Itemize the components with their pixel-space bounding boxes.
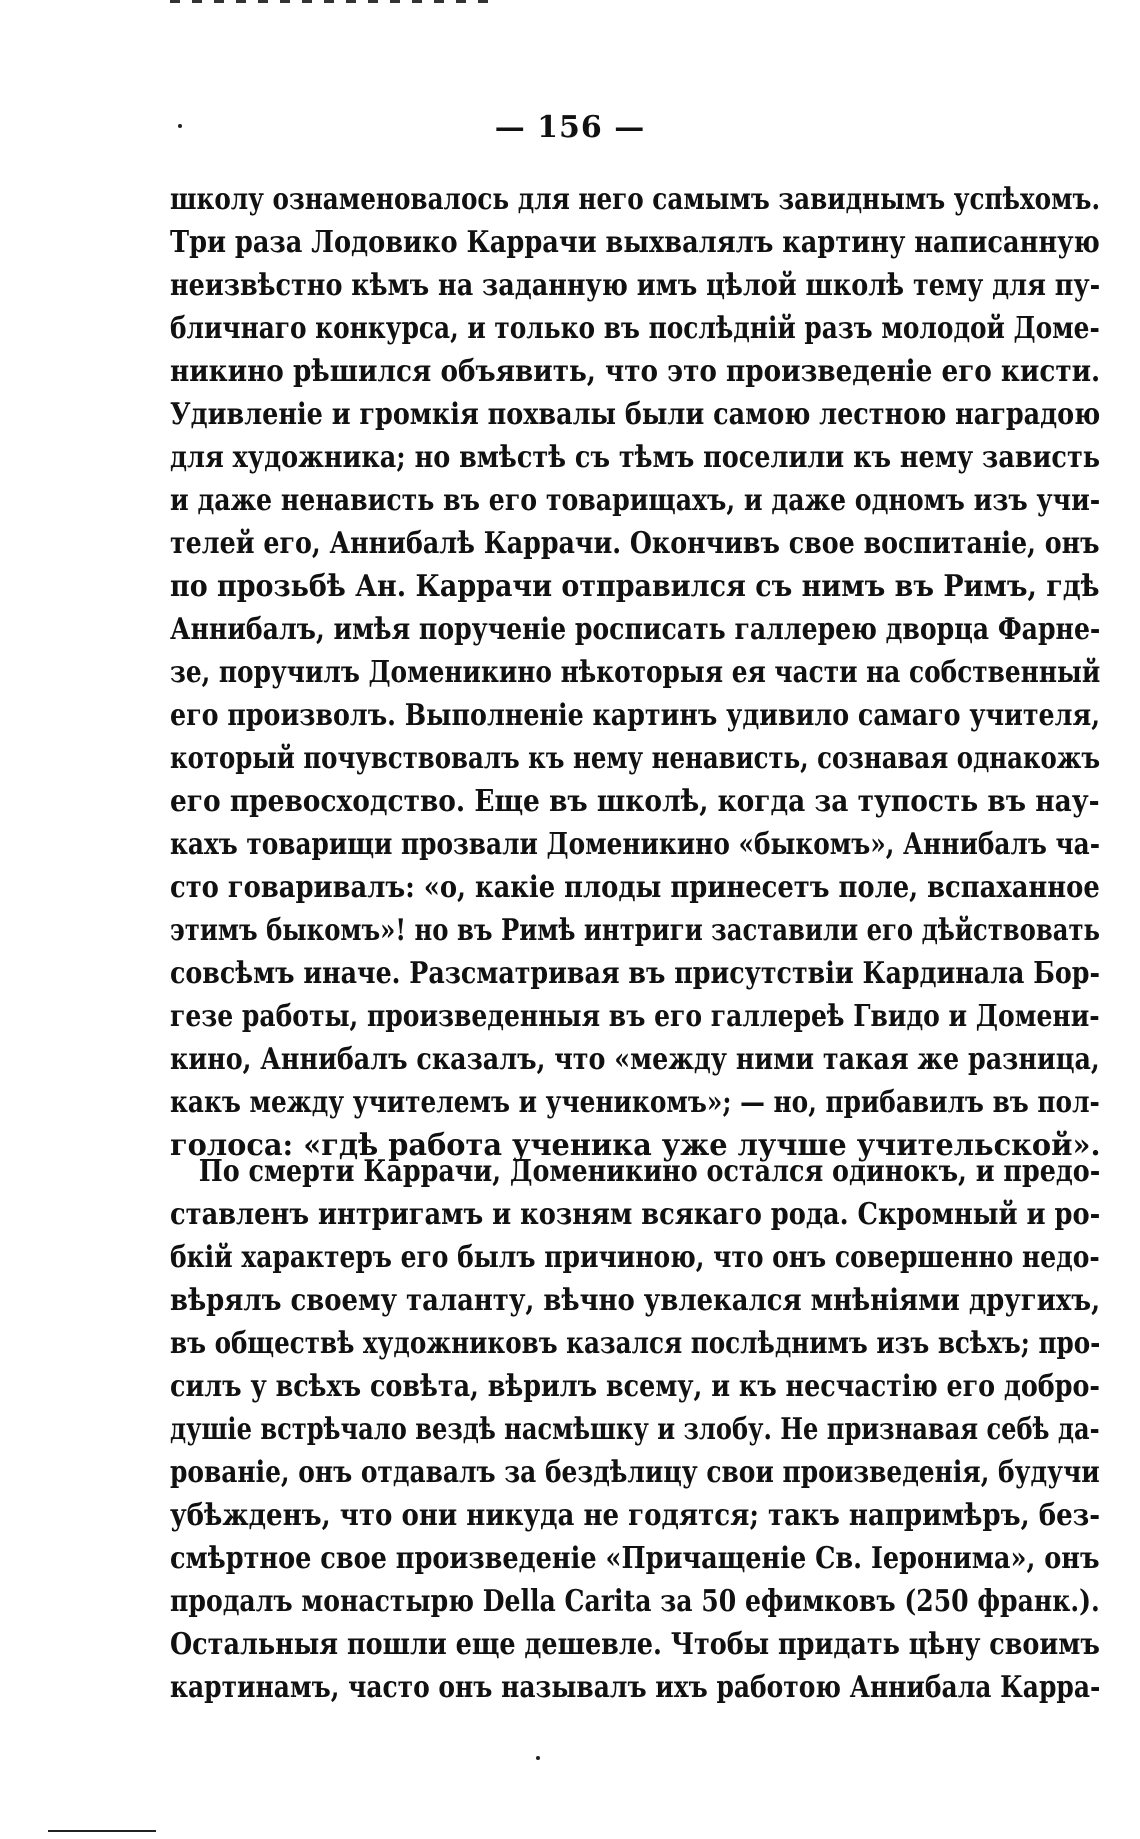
text-line: по прозьбѣ Ан. Каррачи отправился съ нимъ въ Римъ, гдѣ bbox=[170, 569, 1100, 604]
text-line: Три раза Лодовико Каррачи выхвалялъ картину написанную bbox=[170, 225, 1100, 260]
text-line: картинамъ, часто онъ называлъ ихъ работою Аннибала Карра- bbox=[170, 1670, 1101, 1705]
text-line: зе, поручилъ Доменикино нѣкоторыя ея части на собственный bbox=[170, 655, 1101, 690]
text-line: бличнаго конкурса, и только въ послѣдній разъ молодой Доме- bbox=[170, 311, 1100, 346]
text-line: По смерти Каррачи, Доменикино остался одинокъ, и предо- bbox=[198, 1154, 1101, 1189]
text-line: продалъ монастырю Della Carita за 50 ефимковъ (250 франк.). bbox=[170, 1584, 1100, 1619]
text-line: кино, Аннибалъ сказалъ, что «между ними такая же разница, bbox=[170, 1042, 1100, 1077]
text-line: смѣртное свое произведеніе «Причащеніе Св. Іеронима», онъ bbox=[170, 1541, 1100, 1576]
text-line: вѣрялъ своему таланту, вѣчно увлекался мнѣніями другихъ, bbox=[170, 1283, 1101, 1318]
text-line: кахъ товарищи прозвали Доменикино «быкомъ», Аннибалъ ча- bbox=[170, 827, 1100, 862]
text-line: неизвѣстно кѣмъ на заданную имъ цѣлой школѣ тему для пу- bbox=[170, 268, 1101, 303]
text-line: какъ между учителемъ и ученикомъ»; — но, прибавилъ въ пол- bbox=[170, 1085, 1100, 1120]
top-edge-ink bbox=[170, 0, 500, 3]
text-line: голоса: «гдѣ работа ученика уже лучше учительской». bbox=[170, 1128, 1101, 1163]
text-line: который почувствовалъ къ нему ненависть, сознавая однакожъ bbox=[170, 741, 1101, 776]
text-line: рованіе, онъ отдавалъ за бездѣлицу свои произведенія, будучи bbox=[170, 1455, 1100, 1490]
text-line: телей его, Аннибалѣ Каррачи. Окончивъ свое воспитаніе, онъ bbox=[170, 526, 1100, 561]
page-number: — 156 — bbox=[494, 110, 646, 145]
text-line: его превосходство. Еще въ школѣ, когда за тупость въ нау- bbox=[170, 784, 1100, 819]
text-line: совсѣмъ иначе. Разсматривая въ присутствіи Кардинала Бор- bbox=[170, 956, 1100, 991]
paragraph-2 bbox=[170, 1150, 1100, 1709]
text-line: въ обществѣ художниковъ казался послѣднимъ изъ всѣхъ; про- bbox=[170, 1326, 1101, 1361]
text-line: ставленъ интригамъ и козням всякаго рода. Скромный и ро- bbox=[170, 1197, 1101, 1232]
text-line: его произволъ. Выполненіе картинъ удивило самаго учителя, bbox=[170, 698, 1101, 733]
text-line: Удивленіе и громкія похвалы были самою лестною наградою bbox=[170, 397, 1101, 432]
text-line: гезе работы, произведенныя въ его галлереѣ Гвидо и Домени- bbox=[170, 999, 1100, 1034]
text-line: никино рѣшился объявить, что это произведеніе его кисти. bbox=[170, 354, 1101, 389]
ink-speck bbox=[536, 1756, 540, 1760]
text-line: и даже ненависть въ его товарищахъ, и даже одномъ изъ учи- bbox=[170, 483, 1101, 518]
text-line: душіе встрѣчало вездѣ насмѣшку и злобу. Не признавая себѣ да- bbox=[170, 1412, 1100, 1447]
text-line: школу ознаменовалось для него самымъ завиднымъ успѣхомъ. bbox=[170, 182, 1101, 217]
paragraph-1 bbox=[170, 178, 1100, 1167]
text-line: этимъ быкомъ»! но въ Римѣ интриги заставили его дѣйствовать bbox=[170, 913, 1101, 948]
text-line: силъ у всѣхъ совѣта, вѣрилъ всему, и къ несчастію его добро- bbox=[170, 1369, 1100, 1404]
text-line: сто говаривалъ: «о, какіе плоды принесетъ поле, вспаханное bbox=[170, 870, 1100, 905]
bottom-rule bbox=[48, 1830, 156, 1832]
text-line: убѣжденъ, что они никуда не годятся; такъ напримѣръ, без- bbox=[170, 1498, 1101, 1533]
text-line: для художника; но вмѣстѣ съ тѣмъ поселили къ нему зависть bbox=[170, 440, 1101, 475]
ink-speck bbox=[178, 124, 182, 128]
text-line: Остальныя пошли еще дешевле. Чтобы придать цѣну своимъ bbox=[170, 1627, 1100, 1662]
text-line: бкій характеръ его былъ причиною, что онъ совершенно недо- bbox=[170, 1240, 1100, 1275]
text-line: Аннибалъ, имѣя порученіе росписать галлерею дворца Фарне- bbox=[170, 612, 1101, 647]
